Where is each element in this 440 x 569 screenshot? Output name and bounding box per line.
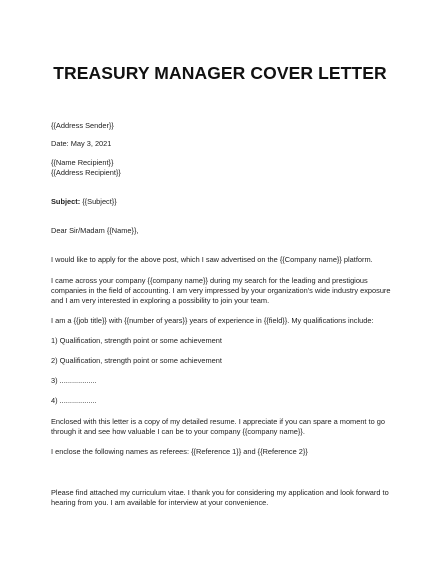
salutation: Dear Sir/Madam {{Name}}, [51, 226, 139, 235]
paragraph-6-line-2: hearing from you. I am available for interview at your convenience. [51, 498, 269, 507]
qualification-item-1: 1) Qualification, strength point or some achievement [51, 336, 222, 345]
subject-value: {{Subject}} [80, 197, 117, 206]
paragraph-5: I enclose the following names as referees: {{Reference 1}} and {{Reference 2}} [51, 447, 308, 456]
paragraph-2-line-1: I came across your company {{company name}} during my search for the leading and prestigious [51, 276, 368, 285]
letter-title: TREASURY MANAGER COVER LETTER [53, 63, 387, 83]
paragraph-6-line-1: Please find attached my curriculum vitae. I thank you for considering my application and look forward to [51, 488, 389, 497]
paragraph-2-line-2: companies in the field of accounting. I am very impressed by your organization's wide industry exposure [51, 286, 391, 295]
letter-date: Date: May 3, 2021 [51, 139, 112, 148]
address-sender: {{Address Sender}} [51, 121, 114, 130]
paragraph-4-line-1: Enclosed with this letter is a copy of my detailed resume. I appreciate if you can spare a moment to go [51, 417, 385, 426]
subject-line [51, 197, 117, 207]
address-recipient: {{Address Recipient}} [51, 168, 121, 177]
qualification-item-2: 2) Qualification, strength point or some achievement [51, 356, 222, 365]
qualification-item-3: 3) .................. [51, 376, 97, 385]
subject-label: Subject: [51, 197, 81, 206]
name-recipient: {{Name Recipient}} [51, 158, 114, 167]
qualification-item-4: 4) .................. [51, 396, 97, 405]
paragraph-3: I am a {{job title}} with {{number of years}} years of experience in {{field}}. My qualifications include: [51, 316, 374, 325]
paragraph-1: I would like to apply for the above post, which I saw advertised on the {{Company name}} platform. [51, 255, 373, 264]
paragraph-2-line-3: and I am very interested in exploring a possibility to join your team. [51, 296, 270, 305]
paragraph-4-line-2: through it and see how valuable I can be to your company {{company name}}. [51, 427, 305, 436]
